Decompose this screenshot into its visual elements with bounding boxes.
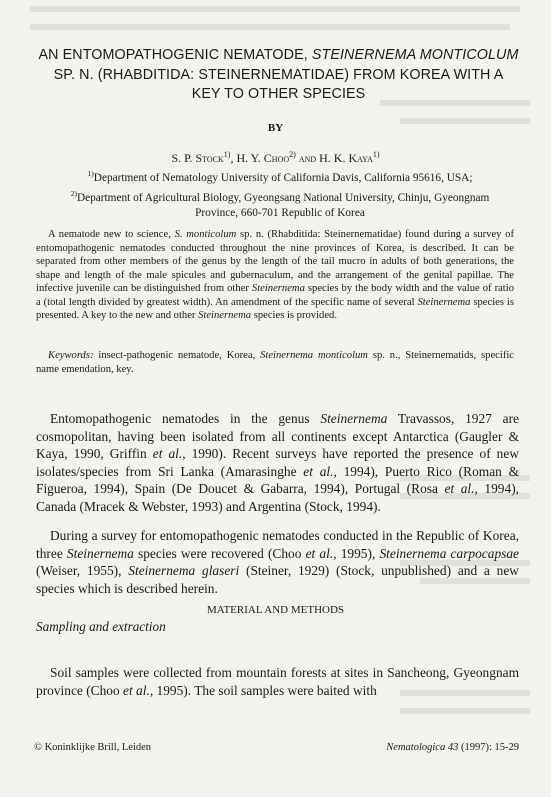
author-kaya-sup: 1) <box>372 150 380 159</box>
abstract-text: species is provided. <box>251 310 337 321</box>
body-italic: et al. <box>123 682 150 698</box>
keywords-label: Keywords: <box>48 350 94 361</box>
body-italic: et al. <box>152 446 183 462</box>
intro-paragraph-1 <box>36 410 519 516</box>
affiliation-1: Department of Nematology University of California Davis, California 95616, USA; <box>93 171 473 184</box>
article-title <box>26 46 531 105</box>
abstract-species: S. monticolum <box>174 229 237 240</box>
methods-paragraph <box>36 664 519 699</box>
abstract-text: sp. n. (Rhabditida: Steinernematidae) found during a survey of entomopathogenic nematodes conducted throughout the nine provinces of Korea, is described. It can be separated from other members of the genus by the length of the tail mucro in adults of both generations, the shape and length of the male spicules and gubernaculum, and the arrangement of the genital papillae. The infective juvenile can be distinguished from other <box>36 229 515 294</box>
body-text: (Weiser, 1955), <box>36 563 129 579</box>
abstract-species: Steinernema <box>198 310 252 321</box>
journal-citation <box>386 742 519 753</box>
body-italic: Steinernema glaseri <box>128 563 240 579</box>
section-heading: MATERIAL AND METHODS <box>206 604 345 616</box>
author-stock-sup: 1) <box>223 150 231 159</box>
body-italic: Steinernema carpocapsae <box>379 545 519 561</box>
title-line3: KEY TO OTHER SPECIES <box>191 86 366 102</box>
keywords-text: sp. n., Steinernematids, specific name emendation, key. <box>36 350 514 375</box>
abstract-text: species by the body width and the value of ratio a (total length divided by greatest width). An amendment of the specific name of several <box>36 283 514 308</box>
keywords <box>36 349 514 376</box>
body-italic: et al. <box>444 481 475 497</box>
intro-paragraph-2 <box>36 527 519 597</box>
affiliation-2-continued: Province, 660-701 Republic of Korea <box>195 206 365 219</box>
body-italic: Steinernema <box>320 411 388 426</box>
title-line1-species: STEINERNEMA MONTICOLUM <box>311 47 519 63</box>
abstract-species: Steinernema <box>417 296 471 308</box>
author-choo-sup: 2) <box>289 150 296 159</box>
body-italic: Steinernema <box>66 545 134 561</box>
subsection-heading: Sampling and extraction <box>36 619 166 634</box>
keywords-species: Steinernema monticolum <box>260 350 368 361</box>
author-choo: , H. Y. Choo <box>230 151 290 165</box>
abstract-species: Steinernema <box>251 283 305 294</box>
affiliation-2-sup: 2) <box>70 188 77 198</box>
affiliation-2: Department of Agricultural Biology, Gyeongsang National University, Chinju, Gyeongnam <box>76 191 490 204</box>
title-line1-a: AN ENTOMOPATHOGENIC NEMATODE, <box>38 47 312 63</box>
journal-name: Nematologica 43 <box>386 742 459 753</box>
body-text: , 1994), Puerto Rico (Roman & Figueroa, 1994), Spain (De Doucet & Gabarra, 1994), Portugal (Rosa <box>36 463 519 497</box>
abstract <box>36 228 514 323</box>
author-stock: S. P. Stock <box>171 151 224 165</box>
abstract-text: A nematode new to science, <box>48 229 175 240</box>
body-text: During a survey for entomopathogenic nematodes conducted in the Republic of Korea, three <box>36 528 519 561</box>
author-list <box>0 150 551 166</box>
affiliations <box>40 166 520 221</box>
body-text: Entomopathogenic nematodes in the genus <box>50 411 321 426</box>
abstract-text: species is presented. A key to the new and other <box>36 296 514 321</box>
affiliation-1-sup: 1) <box>87 169 94 178</box>
author-kaya: and H. K. Kaya <box>295 151 373 165</box>
body-text: , 1995), <box>333 545 380 561</box>
body-text: , 1994), Canada (Mracek & Webster, 1993) and Argentina (Stock, 1994). <box>36 481 519 514</box>
keywords-text: insect-pathogenic nematode, Korea, <box>93 350 261 361</box>
body-italic: et al. <box>305 545 334 561</box>
body-italic: et al. <box>303 463 334 479</box>
by-label: BY <box>267 122 284 134</box>
title-line2: SP. N. (RHABDITIDA: STEINERNEMATIDAE) FROM KOREA WITH A <box>53 66 504 83</box>
body-text: (Steiner, 1929) (Stock, unpublished) and a new species which is described herein. <box>36 563 519 596</box>
body-text: , 1990). Recent surveys have reported the presence of new isolates/species from Sri Lanka (Amarasinghe <box>36 446 519 479</box>
journal-pages: (1997): 15-29 <box>458 742 519 753</box>
copyright: © Koninklijke Brill, Leiden <box>34 742 152 753</box>
body-text: Travassos, 1927 are cosmopolitan, having been isolated from all continents except Antarctica (Gaugler & Kaya, 1990, Griffin <box>36 411 519 462</box>
body-text: , 1995). The soil samples were baited with <box>149 682 377 698</box>
body-text: species were recovered (Choo <box>133 545 306 561</box>
body-text: Soil samples were collected from mountain forests at sites in Sancheong, Gyeongnam province (Choo <box>36 665 519 698</box>
